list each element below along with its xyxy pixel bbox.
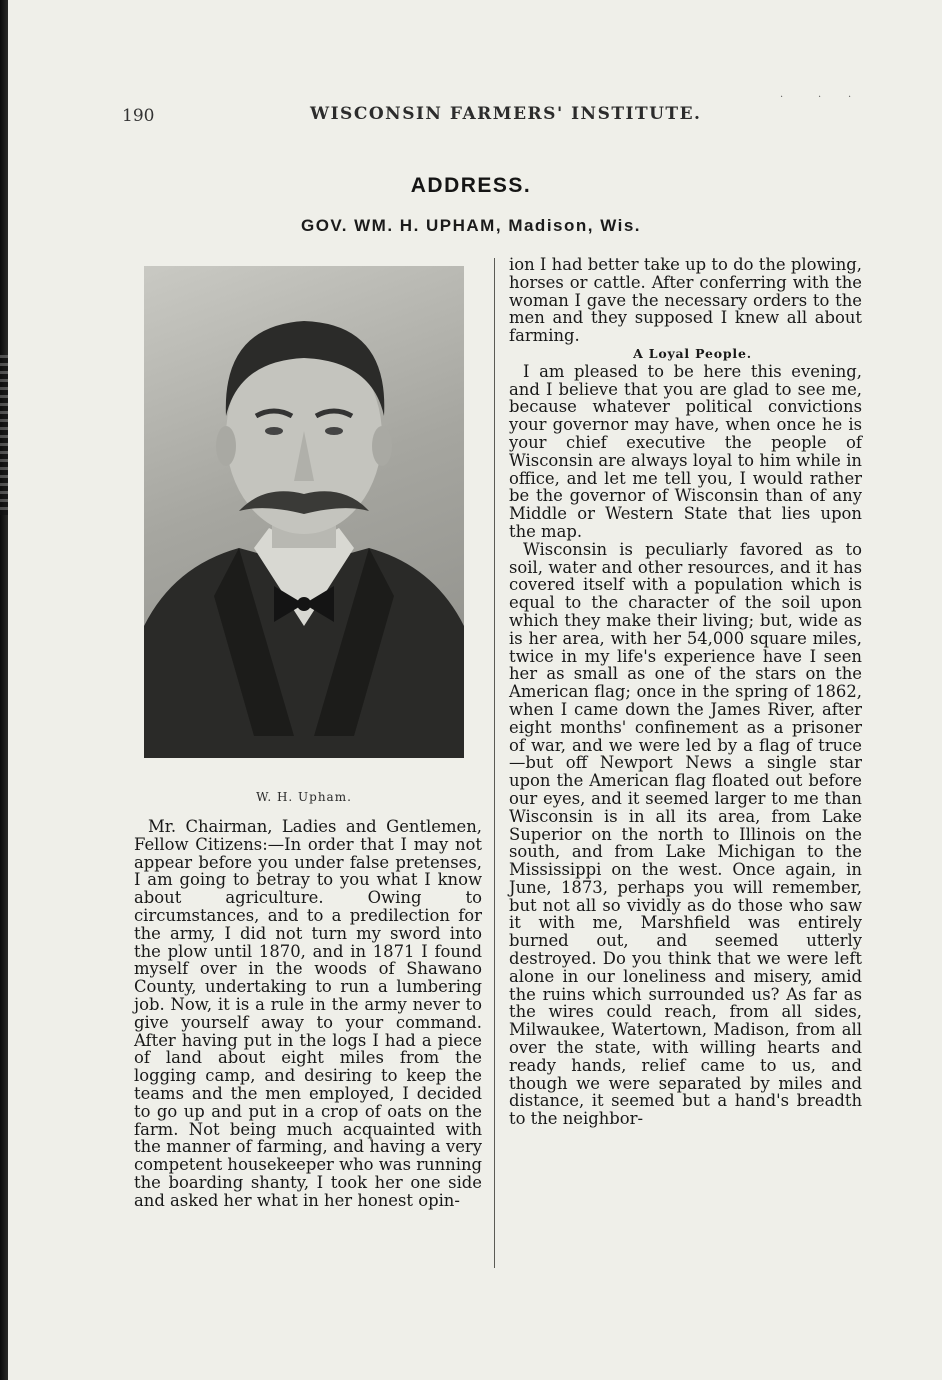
portrait-illustration bbox=[144, 266, 464, 758]
portrait-caption: W. H. Upham. bbox=[256, 790, 352, 804]
body-paragraph: I am pleased to be here this evening, and I believe that you are glad to see me, because whatever political convictions your governor may have, when once he is your chief executive the people of Wisconsin are always loyal to him while in office, and let me tell you, I would rather be the governor of Wisconsin than of any Middle or Western State that lies upon the map. bbox=[509, 361, 862, 541]
portrait-photo bbox=[144, 266, 464, 758]
print-speck: · bbox=[848, 92, 852, 103]
section-subheading: A Loyal People. bbox=[633, 345, 752, 361]
body-paragraph: Wisconsin is peculiarly favored as to soil, water and other resources, and it has covered itself with a population which is equal to the character of the soil upon which they make their living; but, wide as is her area, with her 54,000 square miles, twice in my life's experience have I seen her as small as one of the stars on the American flag; once in the spring of 1862, when I came down the James River, after eight months' confinement as a prisoner of war, and we were led by a flag of truce—but off Newport News a single star upon the American flag floated out before our eyes, and it seemed larger to me than Wisconsin is in all its area, from Lake Superior on the north to Illinois on the south, and from Lake Michigan to the Mississippi on the west. Once again, in June, 1873, perhaps you will remember, but not all so vividly as do those who saw it with me, Marshfield was entirely burned out, and seemed utterly destroyed. Do you think that we were left alone in our loneliness and misery, amid the ruins which surrounded us? As far as the wires could reach, from all sides, Milwaukee, Watertown, Madison, from all over the state, with willing hearts and ready hands, relief came to us, and though we were separated by miles and distance, it seemed but a hand's breadth to the neighbor- bbox=[509, 539, 862, 1129]
left-column bbox=[134, 818, 482, 1210]
adjacent-page-edge bbox=[0, 355, 8, 515]
print-speck: · bbox=[780, 92, 784, 103]
page-number: 190 bbox=[122, 106, 155, 126]
right-column bbox=[509, 256, 862, 1128]
author-location: Madison, Wis. bbox=[508, 216, 642, 235]
body-paragraph: Mr. Chairman, Ladies and Gentlemen, Fellow Citizens:—In order that I may not appear before you under false pretenses, I am going to betray to you what I know about agriculture. Owing to circumstances, and to a predilection for the army, I did not turn my sword into the plow until 1870, and in 1871 I found myself over in the woods of Shawano County, undertaking to run a lumbering job. Now, it is a rule in the army never to give yourself away to your command. After having put in the logs I had a piece of land about eight miles from the logging camp, and desiring to keep the teams and the men employed, I decided to go up and put in a crop of oats on the farm. Not being much acquainted with the manner of farming, and having a very competent housekeeper who was running the boarding shanty, I took her one side and asked her what in her honest opin- bbox=[134, 817, 482, 1210]
running-head bbox=[110, 104, 730, 128]
column-rule bbox=[494, 258, 495, 1268]
article-byline bbox=[0, 216, 942, 236]
author-name: GOV. WM. H. UPHAM, bbox=[300, 216, 503, 235]
journal-title: WISCONSIN FARMERS' INSTITUTE. bbox=[310, 104, 702, 124]
book-gutter bbox=[0, 0, 8, 1380]
article-title: ADDRESS. bbox=[410, 174, 532, 197]
body-paragraph: ion I had better take up to do the plowing, horses or cattle. After conferring with the woman I gave the necessary orders to the men and they supposed I knew all about farming. bbox=[509, 255, 862, 346]
print-speck: · bbox=[818, 92, 822, 103]
